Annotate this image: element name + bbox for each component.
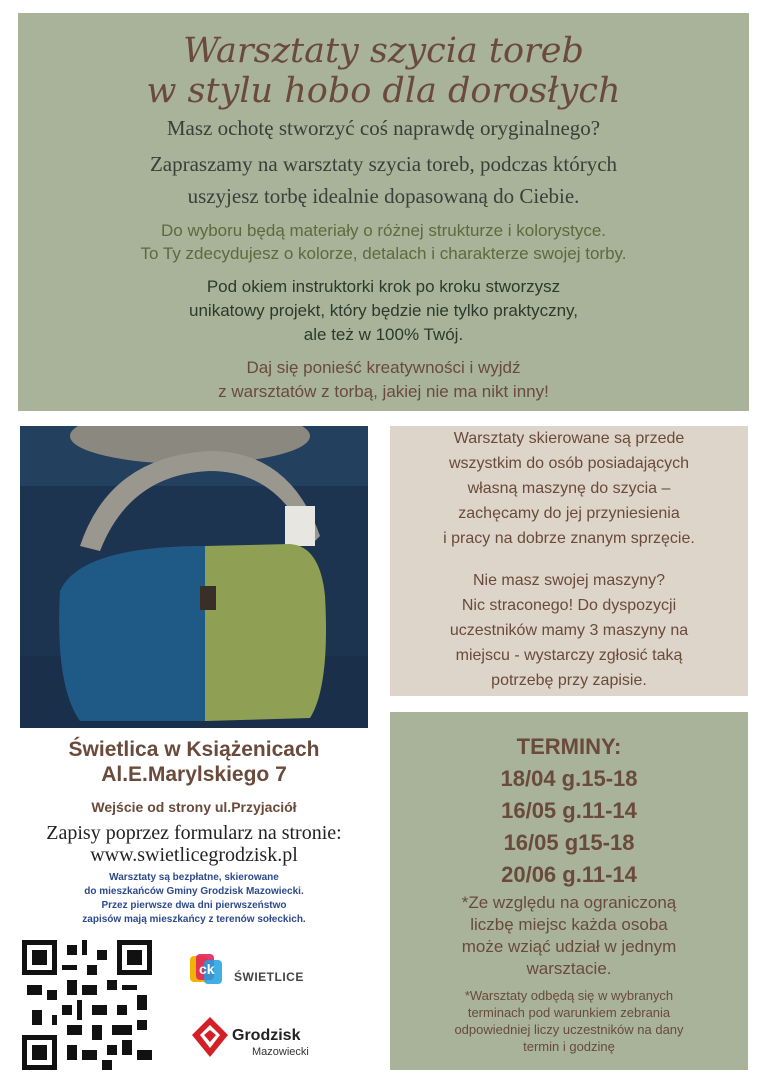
- machines-line: Nic straconego! Do dyspozycji: [461, 597, 677, 614]
- materials-line: To Ty zdecydujesz o kolorze, detalach i charakterze swojej torby.: [140, 244, 627, 263]
- terms-panel: [390, 712, 748, 1070]
- limit-note: może wziąć udział w jednym: [461, 937, 677, 956]
- page-title-line1: Warsztaty szycia toreb: [183, 31, 584, 71]
- swietlice-logo-text: ŚWIETLICE: [234, 970, 304, 984]
- intro-line: uszyjesz torbę idealnie dopasowaną do Ciebie.: [187, 184, 580, 208]
- term-date: 20/06 g.11-14: [501, 862, 637, 887]
- bag-photo: [20, 426, 368, 728]
- eligibility-line: Przez pierwsze dwa dni pierwszeństwo: [101, 900, 287, 911]
- materials-line: Do wyboru będą materiały o różnej strukturze i kolorystyce.: [160, 221, 606, 240]
- machines-line: własną maszynę do szycia –: [467, 480, 671, 497]
- intro-line: Masz ochotę stworzyć coś naprawdę oryginalnego?: [166, 116, 601, 140]
- machines-line: Nie masz swojej maszyny?: [472, 572, 666, 589]
- intro-line: Zapraszamy na warsztaty szycia toreb, podczas których: [149, 152, 618, 176]
- intro-panel: [18, 13, 749, 411]
- venue-name: Świetlica w Książenicach: [68, 738, 320, 761]
- terms-heading: TERMINY:: [516, 734, 622, 759]
- machines-line: wszystkim do osób posiadających: [448, 455, 690, 472]
- term-date: 18/04 g.15-18: [500, 766, 638, 791]
- closing-line: Daj się ponieść kreatywności i wyjdź: [246, 358, 521, 377]
- swietlice-logo-icon: [188, 950, 230, 993]
- instructor-line: ale też w 100% Twój.: [303, 325, 464, 344]
- eligibility-line: zapisów mają mieszkańcy z terenów sołeckich.: [82, 914, 306, 925]
- qr-code[interactable]: [22, 940, 152, 1070]
- eligibility-line: Warsztaty są bezpłatne, skierowane: [109, 872, 279, 883]
- grodzisk-logo-icon: [190, 1015, 230, 1064]
- condition-note: odpowiedniej liczy uczestników na dany: [454, 1022, 684, 1037]
- machines-line: Warsztaty skierowane są przede: [453, 430, 685, 447]
- limit-note: *Ze względu na ograniczoną: [461, 893, 677, 912]
- eligibility-line: do mieszkańców Gminy Grodzisk Mazowiecki.: [84, 886, 304, 897]
- machines-line: miejscu - wystarczy zgłosić taką: [455, 647, 683, 664]
- condition-note: *Warsztaty odbędą się w wybranych: [464, 988, 674, 1003]
- svg-text:ck: ck: [199, 961, 215, 977]
- term-date: 16/05 g.11-14: [501, 798, 637, 823]
- machines-line: zachęcamy do jej przyniesienia: [458, 505, 680, 522]
- venue-entry: Wejście od strony ul.Przyjaciół: [91, 799, 297, 815]
- condition-note: terminach pod warunkiem zebrania: [467, 1005, 671, 1020]
- condition-note: termin i godzinę: [523, 1039, 615, 1054]
- instructor-line: unikatowy projekt, który będzie nie tylko praktyczny,: [189, 301, 578, 320]
- limit-note: liczbę miejsc każda osoba: [470, 915, 668, 934]
- machines-panel: [390, 426, 748, 696]
- venue-address: Al.E.Marylskiego 7: [101, 763, 287, 786]
- machines-line: i pracy na dobrze znanym sprzęcie.: [443, 530, 695, 547]
- machines-line: potrzebę przy zapisie.: [491, 672, 647, 689]
- grodzisk-logo-text: Grodzisk: [232, 1027, 301, 1044]
- signup-text: Zapisy poprzez formularz na stronie:: [46, 822, 342, 844]
- machines-line: uczestników mamy 3 maszyny na: [449, 622, 689, 639]
- instructor-line: Pod okiem instruktorki krok po kroku stworzysz: [206, 277, 561, 296]
- page-title-line2: w stylu hobo dla dorosłych: [146, 71, 621, 111]
- grodzisk-logo-subtext: Mazowiecki: [252, 1046, 309, 1058]
- limit-note: warsztacie.: [526, 959, 612, 978]
- closing-line: z warsztatów z torbą, jakiej nie ma nikt inny!: [218, 382, 549, 401]
- term-date: 16/05 g15-18: [503, 830, 635, 855]
- signup-url[interactable]: www.swietlicegrodzisk.pl: [90, 844, 298, 866]
